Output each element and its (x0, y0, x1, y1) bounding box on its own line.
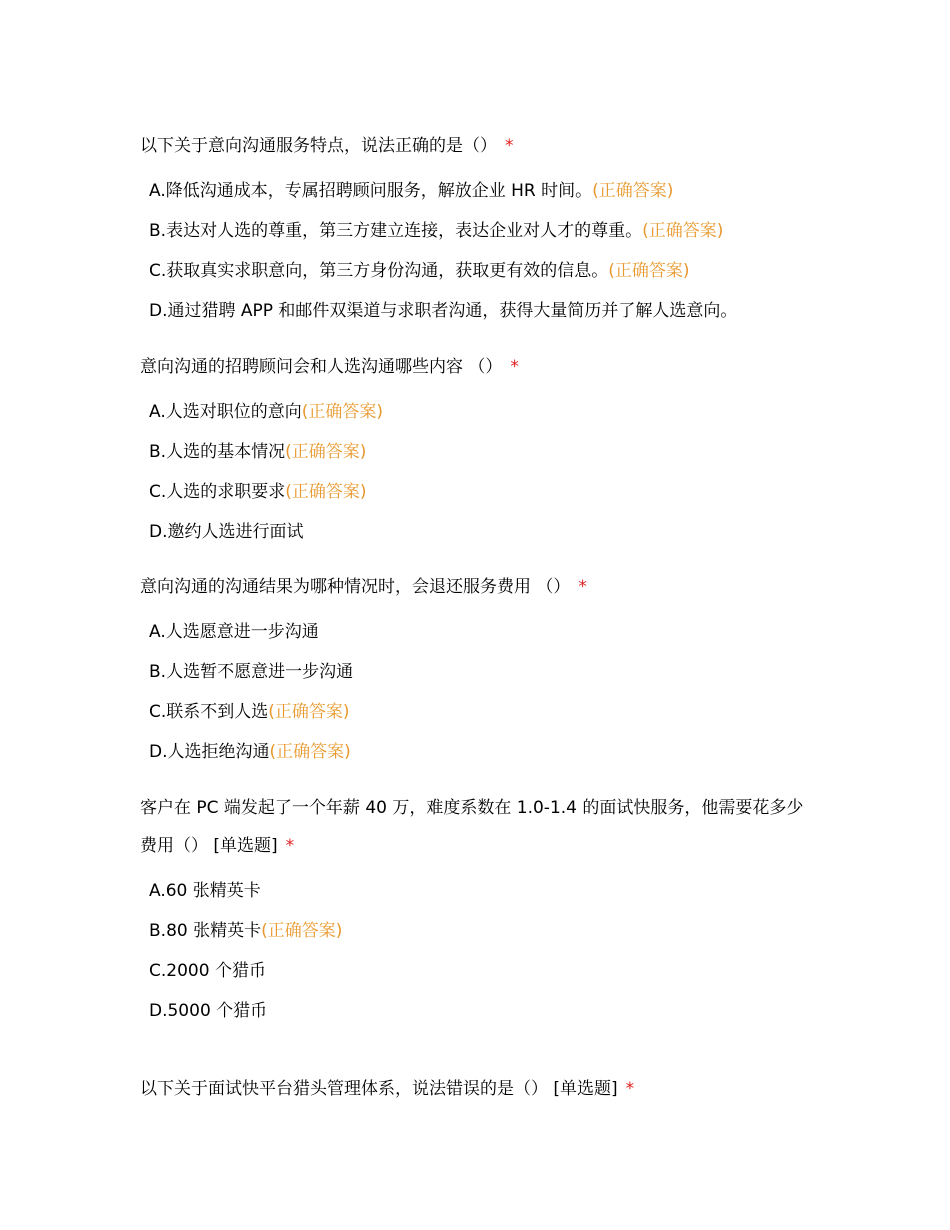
correct-answer-label: (正确答案) (261, 921, 343, 941)
correct-answer-label: (正确答案) (642, 221, 724, 241)
required-mark: * (625, 1079, 635, 1099)
question-5 (140, 1070, 820, 1108)
option-d[interactable]: D.5000 个猎币 (149, 1001, 268, 1021)
question-title: 意向沟通的招聘顾问会和人选沟通哪些内容 （） * (140, 357, 519, 377)
option-c[interactable]: C.获取真实求职意向，第三方身份沟通，获取更有效的信息。(正确答案) (149, 261, 690, 281)
option-d[interactable]: D.人选拒绝沟通(正确答案) (149, 742, 351, 762)
required-mark: * (285, 836, 295, 856)
option-d[interactable]: D.邀约人选进行面试 (149, 522, 304, 542)
correct-answer-label: (正确答案) (268, 702, 350, 722)
option-b[interactable]: B.人选的基本情况(正确答案) (149, 442, 367, 462)
option-c[interactable]: C.人选的求职要求(正确答案) (149, 482, 367, 502)
correct-answer-label: (正确答案) (285, 482, 367, 502)
question-title: 以下关于意向沟通服务特点，说法正确的是（） * (140, 136, 514, 156)
required-mark: * (578, 577, 587, 597)
question-1 (140, 127, 820, 331)
question-2 (140, 348, 820, 552)
question-4 (140, 789, 820, 1031)
correct-answer-label: (正确答案) (592, 181, 674, 201)
question-title: 以下关于面试快平台猎头管理体系，说法错误的是（） [单选题] * (140, 1079, 635, 1099)
option-d[interactable]: D.通过猎聘 APP 和邮件双渠道与求职者沟通，获得大量简历并了解人选意向。 (149, 301, 738, 321)
option-b[interactable]: B.表达对人选的尊重，第三方建立连接，表达企业对人才的尊重。(正确答案) (149, 221, 724, 241)
option-list (140, 871, 820, 1031)
option-c[interactable]: C.2000 个猎币 (149, 961, 266, 981)
correct-answer-label: (正确答案) (269, 742, 351, 762)
correct-answer-label: (正确答案) (285, 442, 367, 462)
option-list (140, 392, 820, 552)
question-title: 客户在 PC 端发起了一个年薪 40 万，难度系数在 1.0-1.4 的面试快服务，他需要花多少费用（） [单选题] * (140, 798, 804, 856)
option-b[interactable]: B.80 张精英卡(正确答案) (149, 921, 343, 941)
question-title: 意向沟通的沟通结果为哪种情况时，会退还服务费用 （） * (140, 577, 587, 597)
question-3 (140, 568, 820, 772)
correct-answer-label: (正确答案) (301, 402, 383, 422)
option-a[interactable]: A.人选愿意进一步沟通 (149, 622, 319, 642)
option-list (140, 171, 820, 331)
correct-answer-label: (正确答案) (608, 261, 690, 281)
option-a[interactable]: A.降低沟通成本，专属招聘顾问服务，解放企业 HR 时间。(正确答案) (149, 181, 674, 201)
option-c[interactable]: C.联系不到人选(正确答案) (149, 702, 350, 722)
required-mark: * (505, 136, 514, 156)
option-b[interactable]: B.人选暂不愿意进一步沟通 (149, 662, 354, 682)
option-a[interactable]: A.人选对职位的意向(正确答案) (149, 402, 383, 422)
required-mark: * (510, 357, 519, 377)
option-list (140, 612, 820, 772)
option-a[interactable]: A.60 张精英卡 (149, 881, 261, 901)
